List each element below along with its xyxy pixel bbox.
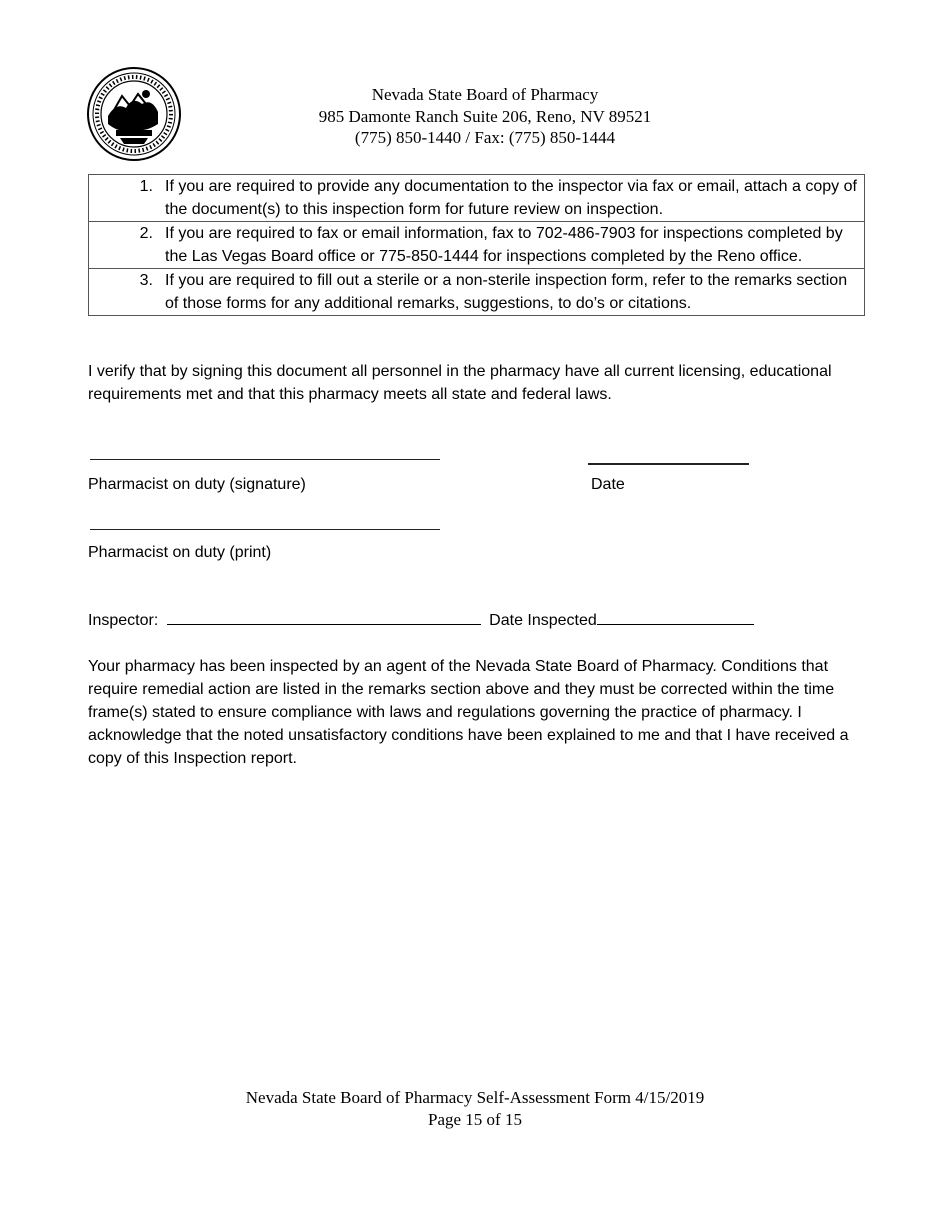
footer-form-title: Nevada State Board of Pharmacy Self-Assessment Form 4/15/2019: [245, 1088, 705, 1107]
date-line[interactable]: [588, 463, 749, 465]
date-label: Date: [591, 476, 625, 493]
pharmacist-signature-label: Pharmacist on duty (signature): [88, 476, 306, 493]
pharmacist-print-line[interactable]: [90, 529, 440, 530]
inspector-label: Inspector:: [88, 612, 159, 629]
org-address: 985 Damonte Ranch Suite 206, Reno, NV 89521: [318, 106, 652, 126]
instruction-text: If you are required to fill out a sterile or a non-sterile inspection form, refer to the remarks section of those forms for any additional remarks, suggestions, to do’s or citations.: [165, 272, 848, 312]
footer-page-number: Page 15 of 15: [428, 1110, 522, 1129]
org-name: Nevada State Board of Pharmacy: [371, 85, 599, 104]
instruction-row: [89, 175, 865, 222]
org-phone: (775) 850-1440 / Fax: (775) 850-1444: [354, 128, 616, 147]
instruction-text: If you are required to provide any documentation to the inspector via fax or email, attach a copy of the document(s) to this inspection form for future review on inspection.: [165, 178, 857, 218]
inspector-field[interactable]: [167, 610, 481, 625]
inspector-row: [88, 610, 754, 631]
instruction-number: 3.: [139, 272, 153, 289]
state-seal-icon: [86, 66, 182, 162]
date-inspected-label: Date Inspected: [489, 612, 597, 629]
date-inspected-field[interactable]: [597, 610, 754, 625]
acknowledgement-paragraph: Your pharmacy has been inspected by an agent of the Nevada State Board of Pharmacy. Conditions that require remedial action are listed in the remarks section above and they must be corrected within the time frame(s) stated to ensure compliance with laws and regulations governing the practice of pharmacy. I acknowledge that the noted unsatisfactory conditions have been explained to me and that I have received a copy of this Inspection report.: [88, 658, 849, 767]
instruction-row: [89, 222, 865, 269]
pharmacist-print-label: Pharmacist on duty (print): [88, 544, 272, 561]
instruction-text: If you are required to fax or email information, fax to 702-486-7903 for inspections completed by the Las Vegas Board office or 775-850-1444 for inspections completed by the Reno office.: [165, 225, 843, 265]
letterhead: [250, 84, 720, 149]
instructions-table: [88, 174, 865, 316]
pharmacist-signature-line[interactable]: [90, 459, 440, 460]
instruction-number: 2.: [139, 225, 153, 242]
instruction-row: [89, 269, 865, 316]
page-footer: [175, 1087, 775, 1131]
verification-statement: I verify that by signing this document all personnel in the pharmacy have all current licensing, educational requirements met and that this pharmacy meets all state and federal laws.: [88, 363, 832, 403]
instruction-number: 1.: [139, 178, 153, 195]
